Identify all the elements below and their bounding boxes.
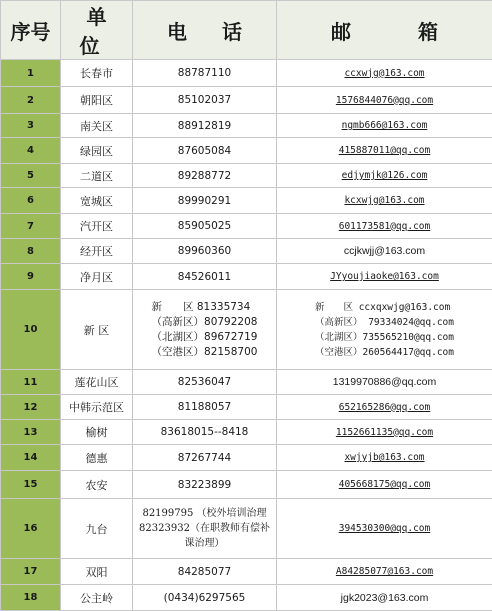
- phone-cell: 84285077: [133, 559, 277, 585]
- email-cell: [277, 264, 492, 290]
- header-row: [1, 1, 492, 60]
- phone-cell: 81188057: [133, 395, 277, 420]
- table-row: [1, 214, 492, 239]
- header-mail: 邮 箱: [277, 1, 492, 60]
- email-line[interactable]: 新 区 ccxqxwjg@163.com: [315, 300, 454, 315]
- row-number: 6: [1, 188, 61, 214]
- table-row: [1, 87, 492, 114]
- row-number: 8: [1, 239, 61, 264]
- email-cell: [277, 164, 492, 188]
- email-cell: [277, 395, 492, 420]
- row-number: 15: [1, 471, 61, 499]
- row-number: 13: [1, 420, 61, 445]
- email-line[interactable]: （高新区） 79334024@qq.com: [315, 315, 454, 330]
- row-number: 14: [1, 445, 61, 471]
- email-link[interactable]: A84285077@163.com: [336, 566, 433, 577]
- email-link[interactable]: kcxwjg@163.com: [344, 195, 424, 206]
- row-number: 10: [1, 290, 61, 370]
- unit-cell: 经开区: [61, 239, 133, 264]
- row-number: 2: [1, 87, 61, 114]
- table-row: [1, 471, 492, 499]
- phone-cell: 85102037: [133, 87, 277, 114]
- phone-cell: 84526011: [133, 264, 277, 290]
- email-link[interactable]: ccxwjg@163.com: [344, 68, 424, 79]
- phone-line: （北湖区）89672719: [152, 330, 258, 345]
- phone-cell: 85905025: [133, 214, 277, 239]
- email-cell: [277, 239, 492, 264]
- phone-cell: 83618015--8418: [133, 420, 277, 445]
- table-row: [1, 290, 492, 370]
- phone-cell: 89990291: [133, 188, 277, 214]
- unit-cell: 汽开区: [61, 214, 133, 239]
- phone-cell: 83223899: [133, 471, 277, 499]
- table-row: [1, 445, 492, 471]
- email-link[interactable]: 1319970886@qq.com: [333, 376, 437, 388]
- phone-cell: 88912819: [133, 114, 277, 138]
- row-number: 11: [1, 370, 61, 395]
- header-unit: 单位: [61, 1, 133, 60]
- table-row: [1, 138, 492, 164]
- email-cell: [277, 420, 492, 445]
- email-link[interactable]: 1152661135@qq.com: [336, 427, 433, 438]
- phone-cell: 89960360: [133, 239, 277, 264]
- row-number: 18: [1, 585, 61, 611]
- phone-cell: 87605084: [133, 138, 277, 164]
- email-link[interactable]: 601173581@qq.com: [339, 221, 431, 232]
- email-cell: [277, 471, 492, 499]
- email-cell: [277, 559, 492, 585]
- table-row: [1, 499, 492, 559]
- phone-cell: 89288772: [133, 164, 277, 188]
- unit-cell: 宽城区: [61, 188, 133, 214]
- phone-lines: [139, 506, 270, 551]
- unit-cell: 二道区: [61, 164, 133, 188]
- unit-cell: 净月区: [61, 264, 133, 290]
- email-cell: [277, 114, 492, 138]
- email-cell: [277, 138, 492, 164]
- email-cell: [277, 499, 492, 559]
- table-body: [1, 60, 492, 611]
- phone-line: （空港区）82158700: [152, 345, 258, 360]
- table-row: [1, 188, 492, 214]
- email-link[interactable]: 394530300@qq.com: [339, 523, 431, 534]
- unit-cell: 莲花山区: [61, 370, 133, 395]
- table-row: [1, 559, 492, 585]
- email-link[interactable]: xwjyjb@163.com: [344, 452, 424, 463]
- row-number: 1: [1, 60, 61, 87]
- phone-line: （高新区）80792208: [152, 315, 258, 330]
- email-link[interactable]: 1576844076@qq.com: [336, 95, 433, 106]
- unit-cell: 南关区: [61, 114, 133, 138]
- email-link[interactable]: JYyoujiaoke@163.com: [330, 271, 439, 282]
- unit-cell: 九台: [61, 499, 133, 559]
- email-cell: [277, 188, 492, 214]
- header-num: 序号: [1, 1, 61, 60]
- table-row: [1, 420, 492, 445]
- email-cell: [277, 60, 492, 87]
- row-number: 5: [1, 164, 61, 188]
- header-tel: 电 话: [133, 1, 277, 60]
- email-line[interactable]: （空港区）260564417@qq.com: [315, 345, 454, 360]
- unit-cell: 新 区: [61, 290, 133, 370]
- email-link[interactable]: ngmb666@163.com: [342, 120, 428, 131]
- row-number: 12: [1, 395, 61, 420]
- unit-cell: 双阳: [61, 559, 133, 585]
- email-link[interactable]: 415887011@qq.com: [339, 145, 431, 156]
- row-number: 17: [1, 559, 61, 585]
- unit-cell: 朝阳区: [61, 87, 133, 114]
- phone-line: 82323932（在职教师有偿补: [139, 521, 270, 536]
- email-link[interactable]: 652165286@qq.com: [339, 402, 431, 413]
- table-row: [1, 164, 492, 188]
- unit-cell: 德惠: [61, 445, 133, 471]
- table-row: [1, 370, 492, 395]
- email-cell: [277, 370, 492, 395]
- table-row: [1, 114, 492, 138]
- phone-lines: [152, 300, 258, 360]
- email-cell: [277, 290, 492, 370]
- table-row: [1, 239, 492, 264]
- unit-cell: 中韩示范区: [61, 395, 133, 420]
- phone-cell: (0434)6297565: [133, 585, 277, 611]
- email-link[interactable]: 405668175@qq.com: [339, 479, 431, 490]
- row-number: 16: [1, 499, 61, 559]
- email-line[interactable]: （北湖区）735565210@qq.com: [315, 330, 454, 345]
- row-number: 3: [1, 114, 61, 138]
- unit-cell: 长春市: [61, 60, 133, 87]
- phone-cell: 87267744: [133, 445, 277, 471]
- email-cell: [277, 87, 492, 114]
- email-cell: [277, 214, 492, 239]
- unit-cell: 公主岭: [61, 585, 133, 611]
- email-lines: [315, 300, 454, 360]
- phone-cell: [133, 499, 277, 559]
- email-link[interactable]: ccjkwjj@163.com: [344, 245, 425, 257]
- phone-line: 新 区 81335734: [152, 300, 258, 315]
- phone-cell: [133, 290, 277, 370]
- row-number: 4: [1, 138, 61, 164]
- email-link[interactable]: edjymjk@126.com: [342, 170, 428, 181]
- phone-line: 82199795 （校外培训治理: [139, 506, 270, 521]
- row-number: 9: [1, 264, 61, 290]
- table-row: [1, 395, 492, 420]
- phone-line: 课治理）: [139, 536, 270, 551]
- email-cell: [277, 445, 492, 471]
- phone-cell: 88787110: [133, 60, 277, 87]
- table-row: [1, 60, 492, 87]
- unit-cell: 绿园区: [61, 138, 133, 164]
- unit-cell: 榆树: [61, 420, 133, 445]
- unit-cell: 农安: [61, 471, 133, 499]
- phone-cell: 82536047: [133, 370, 277, 395]
- row-number: 7: [1, 214, 61, 239]
- table-row: [1, 264, 492, 290]
- email-link[interactable]: jgk2023@163.com: [341, 592, 429, 604]
